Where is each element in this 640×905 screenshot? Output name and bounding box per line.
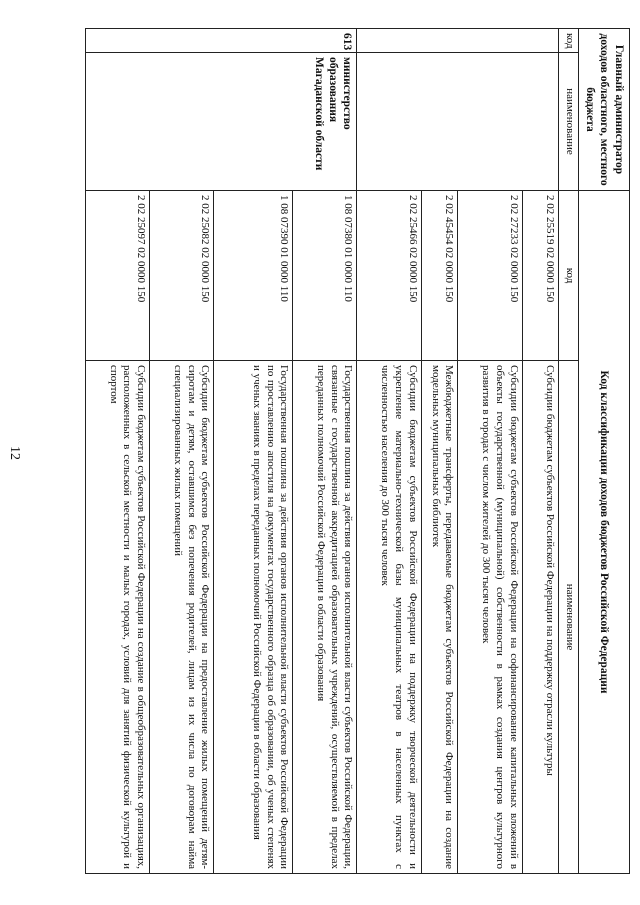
row-desc: Субсидии бюджетам субъектов Российской Федерации на софинансирование капитальных вложений в объекты государственной (муниципальной) собственности в рамках создания центров культурного развития в городах с числом жителей до 300 тысяч человек (458, 361, 522, 874)
rotated-document (85, 28, 630, 873)
table-header-row (579, 29, 630, 874)
table-row (522, 29, 559, 874)
subheader-admin-code: код (559, 29, 579, 53)
subheader-name: наименование (559, 361, 579, 874)
row-desc: Субсидии бюджетам субъектов Российской Федерации на поддержку отрасли культуры (522, 361, 559, 874)
row-desc: Государственная пошлина за действия органов исполнительной власти субъектов Российской Федерации, связанные с государственной аккредитацией образовательных учреждений, осуществляемой в пределах переданных полномочий Российской Федерации в области образования (293, 361, 357, 874)
table-subheader-row (559, 29, 579, 874)
page-number (0, 0, 28, 905)
row-code: 2 02 25519 02 0000 150 (522, 191, 559, 361)
header-main-admin: Главный администратор доходов областного, местного бюджета (579, 29, 630, 191)
header-budget-code: Код классификации доходов бюджетов Российской Федерации (579, 191, 630, 874)
row-code: 2 02 25097 02 0000 150 (86, 191, 150, 361)
subheader-code: код (559, 191, 579, 361)
row-code: 2 02 25466 02 0000 150 (357, 191, 421, 361)
row-code: 2 02 27233 02 0000 150 (458, 191, 522, 361)
row-code: 2 02 45454 02 0000 150 (421, 191, 458, 361)
subheader-admin-name: наименование (559, 53, 579, 191)
admin-code: 613 (86, 29, 357, 53)
row-code: 1 08 07380 01 0000 110 (293, 191, 357, 361)
row-code: 2 02 25082 02 0000 150 (150, 191, 214, 361)
row-desc: Субсидии бюджетам субъектов Российской Федерации на создание в общеобразовательных организациях, расположенных в сельской местности и малых городах, условий для занятий физической культурой и спортом (86, 361, 150, 874)
page-number-text: 12 (7, 445, 22, 460)
table-row (293, 29, 357, 874)
row-code: 1 08 07390 01 0000 110 (214, 191, 293, 361)
row-desc: Субсидии бюджетам субъектов Российской Федерации на предоставление жилых помещений детям-сиротам и детям, оставшимся без попечения родителей, лицам из их числа по договорам найма специализированных жилых помещений (150, 361, 214, 874)
admin-code-cell-empty (357, 29, 559, 53)
row-desc: Государственная пошлина за действия органов исполнительной власти субъектов Российской Федерации по проставлению апостиля на документах государственного образца об образовании, об ученых степенях и ученых званиях в пределах переданных полномочий Российской Федерации в области образования (214, 361, 293, 874)
row-desc: Межбюджетные трансферты, передаваемые бюджетам субъектов Российской Федерации на создание модельных муниципальных библиотек (421, 361, 458, 874)
admin-name: министерство образования Магаданской области (86, 53, 357, 191)
admin-name-cell-empty (357, 53, 559, 191)
row-desc: Субсидии бюджетам субъектов Российской Федерации на поддержку творческой деятельности и укрепление материально-технической базы муниципальных театров в населенных пунктах с численностью населения до 300 тысяч человек (357, 361, 421, 874)
classification-table (85, 28, 630, 874)
